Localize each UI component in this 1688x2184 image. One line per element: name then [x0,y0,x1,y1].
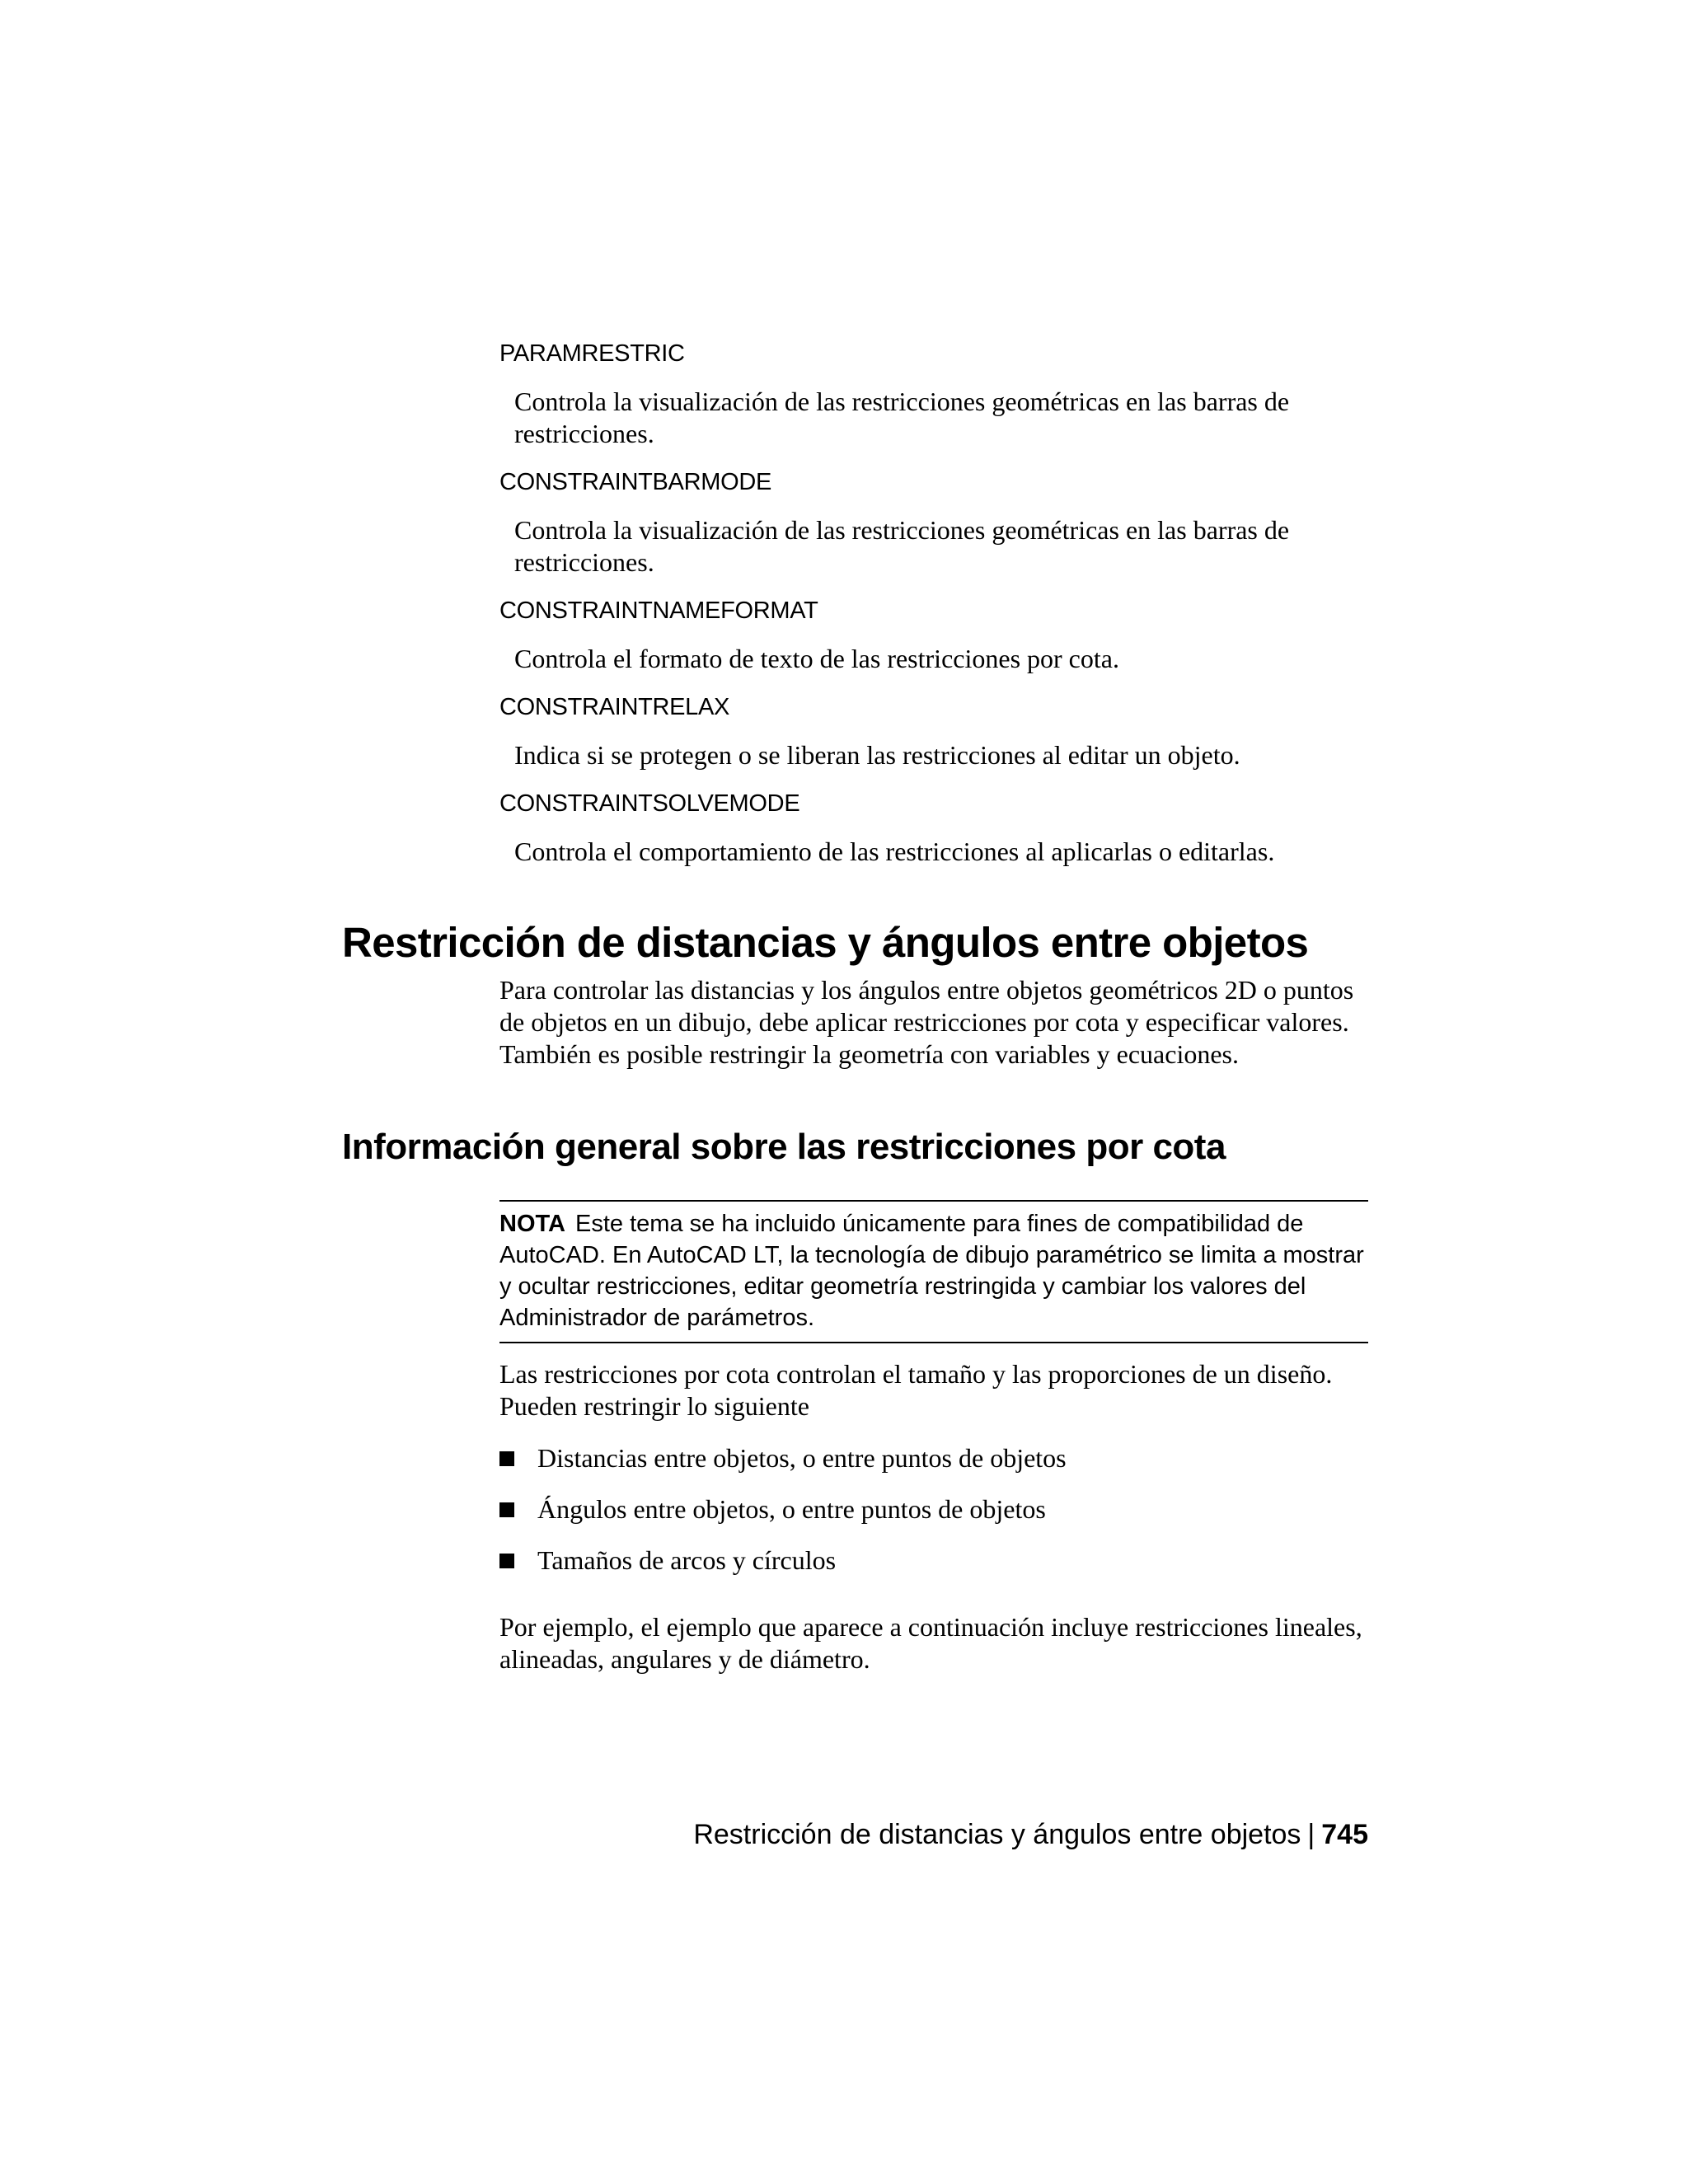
square-bullet-icon [499,1554,514,1568]
sysvar-description: Controla el comportamiento de las restricciones al aplicarlas o editarlas. [514,837,1275,866]
section-intro: Para controlar las distancias y los ángulos entre objetos geométricos 2D o puntos de objetos en un dibujo, debe aplicar restricciones por cota y especificar valores. También es posible restringir la geometría con variables y ecuaciones. [499,975,1354,1069]
square-bullet-icon [499,1451,514,1466]
list-item-text: Tamaños de arcos y círculos [537,1545,837,1575]
note-text: Este tema se ha incluido únicamente para fines de compatibilidad de AutoCAD. En AutoCAD LT, la tecnología de dibujo paramétrico se limita a mostrar y ocultar restricciones, editar geometría restringida y cambiar los valores del Administrador de parámetros. [499,1211,1364,1331]
page-footer [693,1816,1368,1853]
note-box [499,1200,1368,1343]
square-bullet-icon [499,1502,514,1517]
list-item-text: Ángulos entre objetos, o entre puntos de objetos [537,1494,1046,1524]
sysvar-description: Controla la visualización de las restricciones geométricas en las barras de restricciones. [514,515,1290,577]
sysvar-term: CONSTRAINTBARMODE [499,469,772,495]
footer-separator: | [1307,1819,1315,1850]
list-item [499,1544,1373,1577]
list-item-text: Distancias entre objetos, o entre puntos de objetos [537,1443,1067,1473]
section-heading: Restricción de distancias y ángulos entre objetos [342,919,1309,966]
list-item [499,1442,1373,1474]
body-paragraph: Por ejemplo, el ejemplo que aparece a continuación incluye restricciones lineales, alineadas, angulares y de diámetro. [499,1612,1362,1674]
subsection-heading: Información general sobre las restricciones por cota [342,1127,1226,1167]
list-item [499,1493,1373,1526]
footer-title: Restricción de distancias y ángulos entre objetos [693,1819,1301,1850]
sysvar-description: Controla el formato de texto de las restricciones por cota. [514,644,1119,673]
sysvar-term: CONSTRAINTRELAX [499,694,730,720]
sysvar-term: CONSTRAINTNAMEFORMAT [499,598,818,624]
bullet-list [499,1442,1373,1596]
page-number: 745 [1321,1819,1368,1850]
body-paragraph: Las restricciones por cota controlan el tamaño y las proporciones de un diseño. Pueden restringir lo siguiente [499,1359,1333,1421]
sysvar-description: Controla la visualización de las restricciones geométricas en las barras de restricciones. [514,387,1290,448]
system-variable-list [499,338,1373,884]
sysvar-description: Indica si se protegen o se liberan las restricciones al editar un objeto. [514,740,1240,770]
sysvar-term: CONSTRAINTSOLVEMODE [499,790,800,817]
sysvar-term: PARAMRESTRIC [499,340,685,367]
note-label: NOTA [499,1211,566,1237]
